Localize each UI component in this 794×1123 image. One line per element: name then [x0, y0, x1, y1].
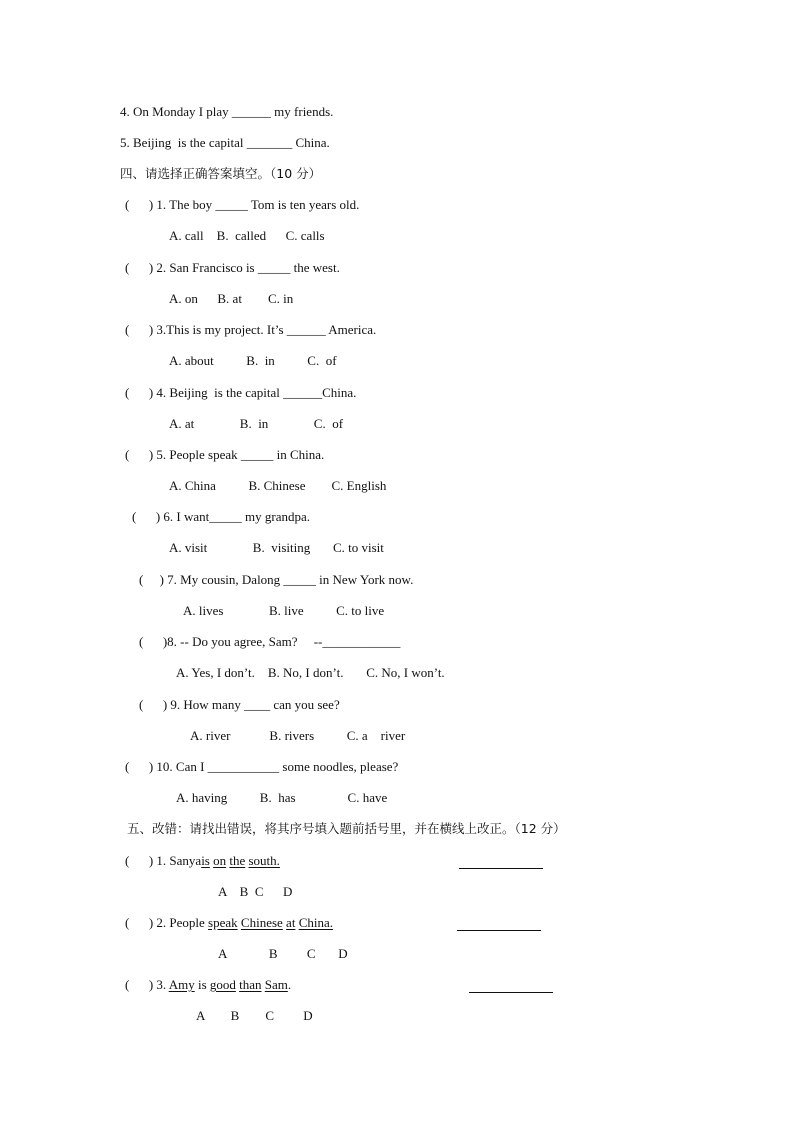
mc-options-8: A. Yes, I don’t. B. No, I don’t. C. No, I won’t. [176, 665, 445, 680]
error-q2-part-a: speak [208, 915, 238, 930]
mc-question-2: ( ) 2. San Francisco is _____ the west. [125, 260, 340, 275]
mc-options-6: A. visit B. visiting C. to visit [169, 540, 384, 555]
mc-options-2: A. on B. at C. in [169, 291, 294, 306]
error-question-1 [125, 853, 280, 869]
mc-question-10: ( ) 10. Can I ___________ some noodles, please? [125, 759, 399, 774]
mc-question-3: ( ) 3.This is my project. It’s ______ America. [125, 322, 377, 337]
error-q3-answer-line[interactable] [469, 992, 553, 993]
error-q2-prefix: ( ) 2. People [125, 915, 209, 930]
mc-question-4: ( ) 4. Beijing is the capital ______China. [125, 385, 357, 400]
error-q3-prefix: ( ) 3. [125, 977, 169, 992]
error-q1-part-b: on [213, 853, 227, 868]
error-q2-letters: A B C D [218, 946, 348, 961]
error-q1-answer-line[interactable] [459, 868, 543, 869]
mc-question-6: ( ) 6. I want_____ my grandpa. [132, 509, 310, 524]
error-q2-part-b: Chinese [240, 915, 283, 930]
mc-question-7: ( ) 7. My cousin, Dalong _____ in New York now. [139, 572, 414, 587]
section-5-heading: 五、改错：请找出错误，将其序号填入题前括号里，并在横线上改正。（12 分） [127, 821, 566, 836]
error-q2-answer-line[interactable] [457, 930, 541, 931]
error-q1-letters: A B C D [218, 884, 293, 899]
error-q3-letters: A B C D [196, 1008, 313, 1023]
error-q3-part-b: good [209, 977, 236, 992]
error-q3-text: is [194, 977, 210, 992]
error-q3-part-d: Sam [264, 977, 288, 992]
mc-options-4: A. at B. in C. of [169, 416, 344, 431]
error-q3-part-a: Amy [168, 977, 195, 992]
mc-options-7: A. lives B. live C. to live [183, 603, 385, 618]
mc-question-9: ( ) 9. How many ____ can you see? [139, 697, 340, 712]
error-q3-period: . [287, 977, 292, 992]
error-q2-part-c: at [286, 915, 296, 930]
error-question-2 [125, 915, 333, 931]
error-q3-part-c: than [239, 977, 262, 992]
fill-in-question-5: 5. Beijing is the capital _______ China. [120, 135, 330, 150]
mc-options-5: A. China B. Chinese C. English [169, 478, 387, 493]
fill-in-question-4: 4. On Monday I play ______ my friends. [120, 104, 334, 119]
mc-question-8: ( )8. -- Do you agree, Sam? --____________ [139, 634, 401, 649]
error-q2-part-d: China. [298, 915, 333, 930]
section-4-heading: 四、请选择正确答案填空。（10 分） [120, 166, 322, 181]
mc-options-1: A. call B. called C. calls [169, 228, 325, 243]
error-q1-prefix: ( ) 1. Sanya [125, 853, 202, 868]
error-q1-part-c: the [229, 853, 246, 868]
error-question-3 [125, 977, 291, 993]
mc-options-10: A. having B. has C. have [176, 790, 388, 805]
mc-options-9: A. river B. rivers C. a river [190, 728, 406, 743]
error-q1-part-a: is [201, 853, 210, 868]
mc-question-1: ( ) 1. The boy _____ Tom is ten years old. [125, 197, 360, 212]
error-q1-part-d: south. [248, 853, 280, 868]
mc-options-3: A. about B. in C. of [169, 353, 337, 368]
mc-question-5: ( ) 5. People speak _____ in China. [125, 447, 325, 462]
